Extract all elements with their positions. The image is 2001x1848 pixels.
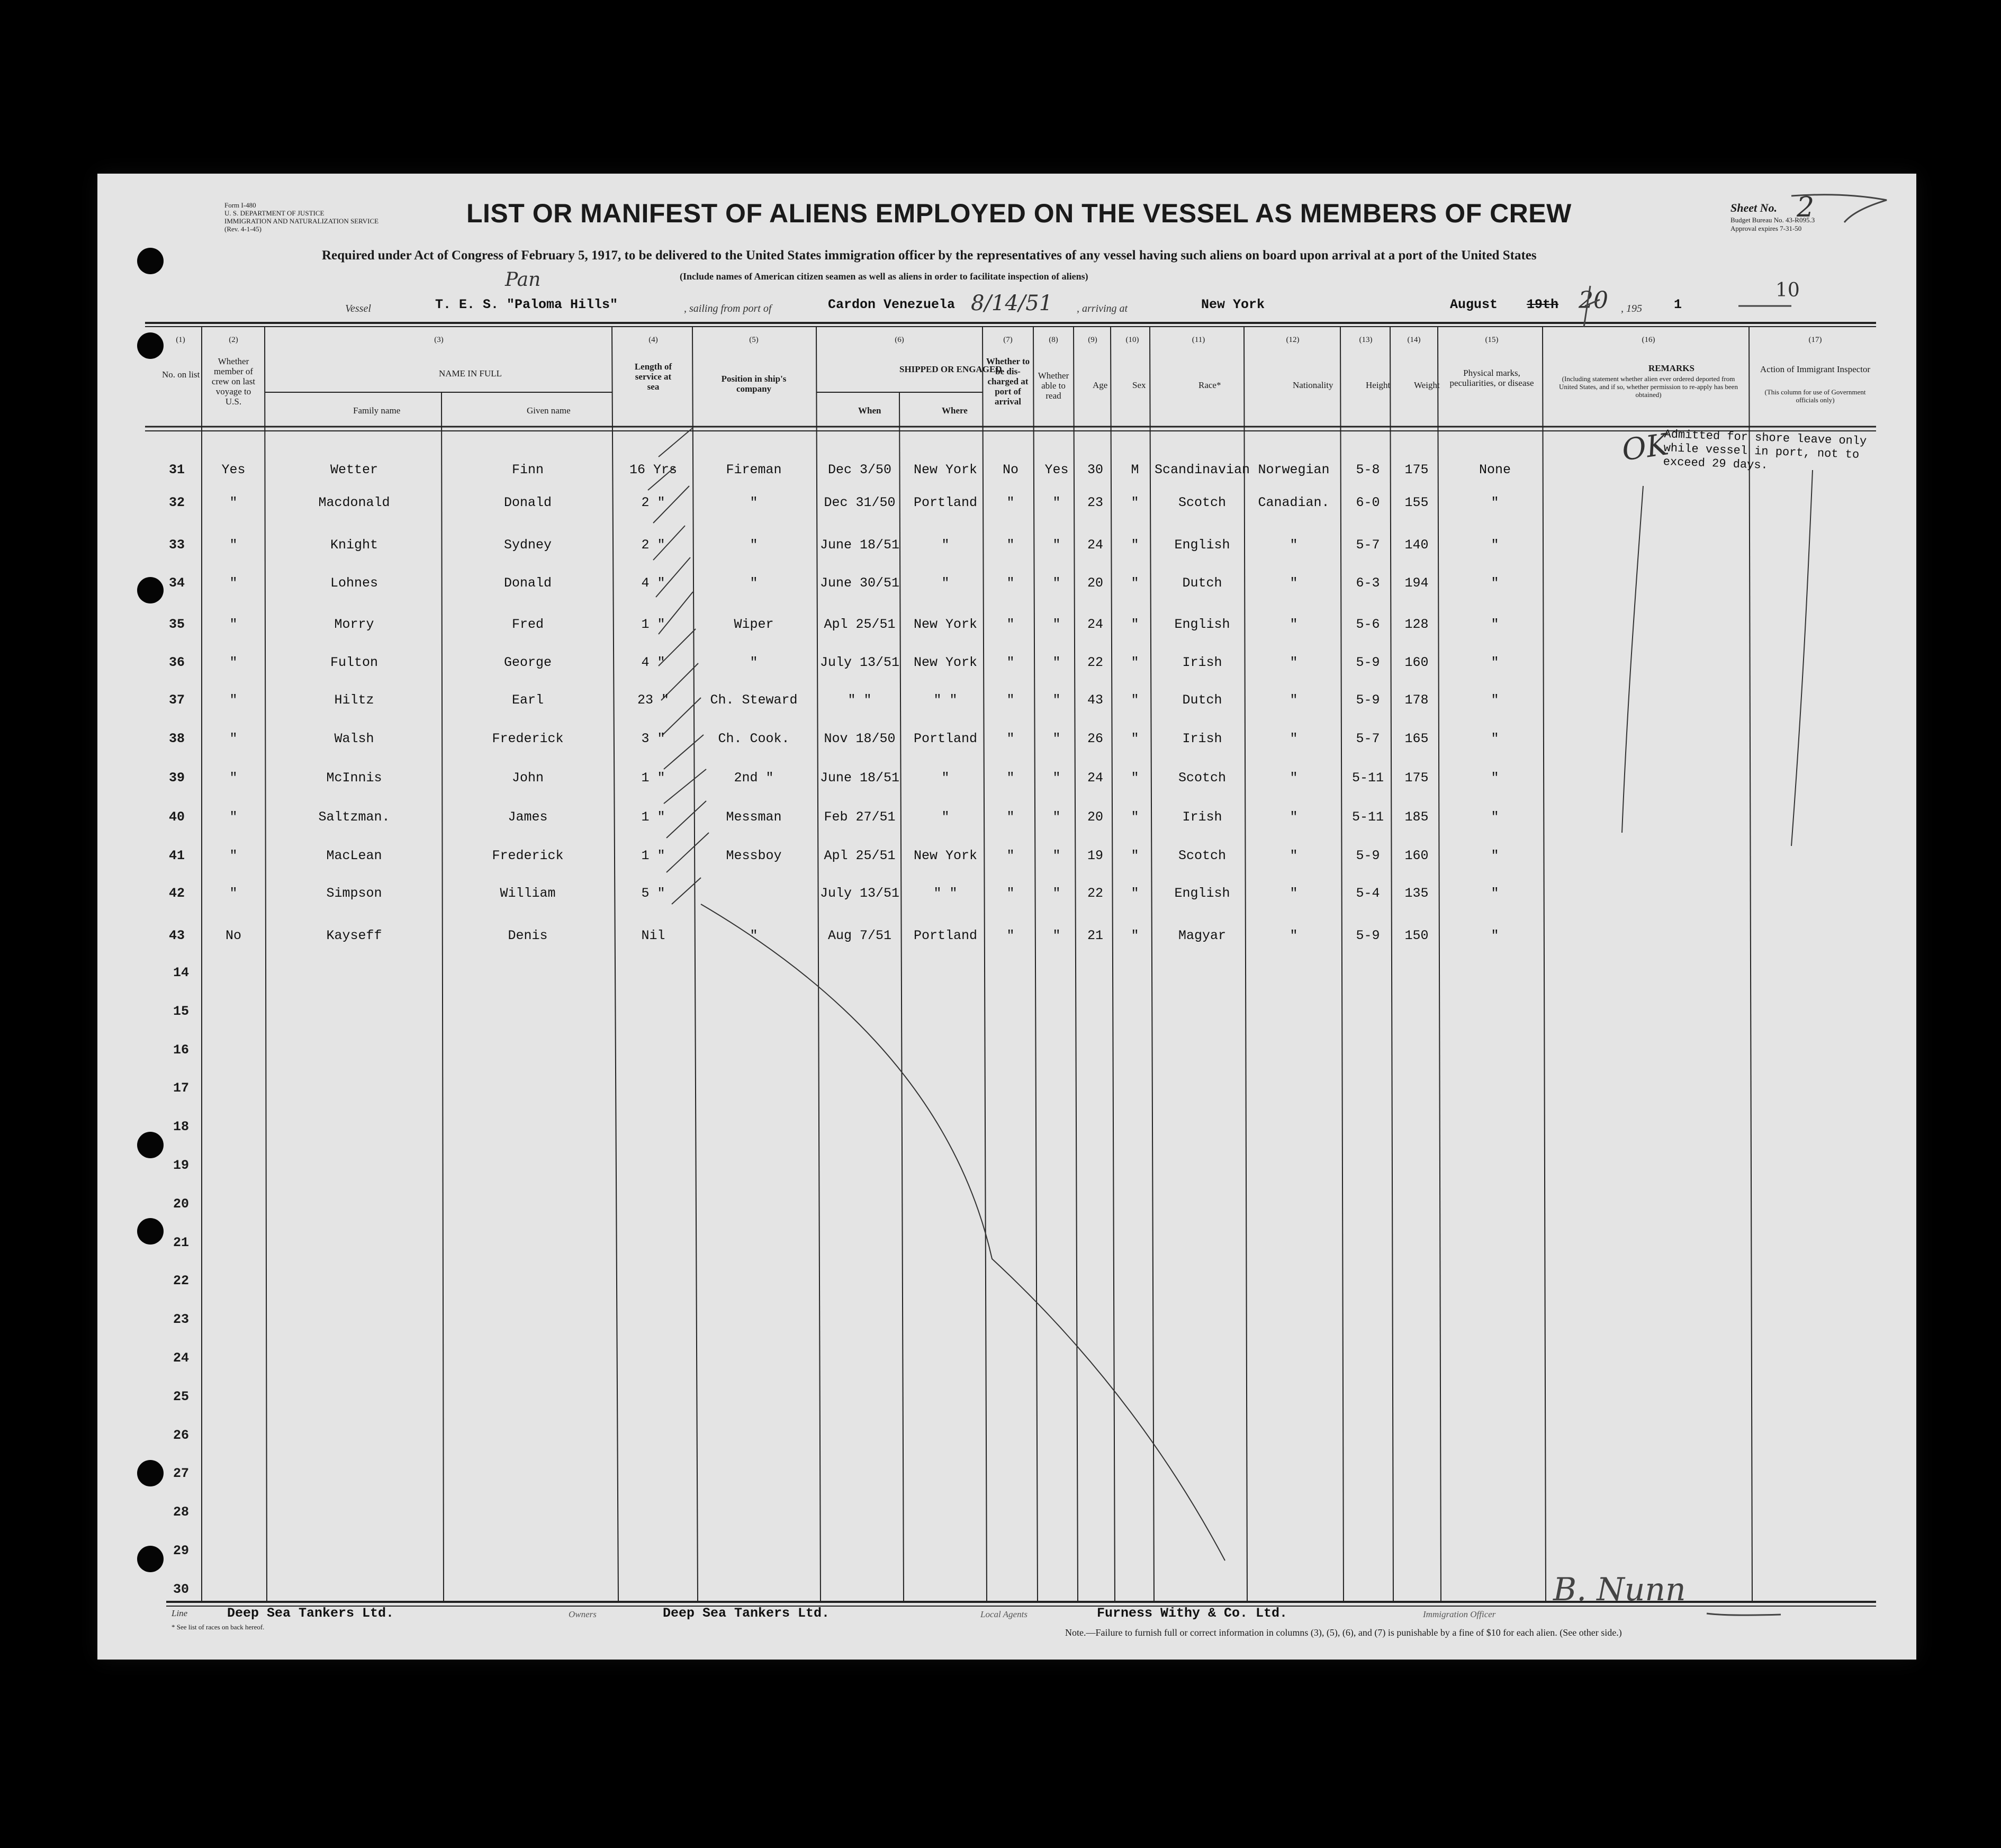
given-name-cell: George: [503, 655, 552, 670]
service-cell: 2 ": [641, 537, 665, 553]
empty-row-number: 24: [173, 1350, 190, 1366]
empty-row-number: 15: [173, 1004, 190, 1019]
able-to-read-cell: ": [1052, 575, 1061, 591]
row-number-cell: 41: [169, 848, 185, 863]
discharged-cell: ": [1006, 886, 1015, 901]
sex-cell: ": [1131, 495, 1139, 510]
weight-cell: 155: [1404, 495, 1429, 510]
empty-row-number: 28: [173, 1504, 190, 1520]
given-name-cell: Fred: [511, 617, 544, 632]
race-cell: Irish: [1182, 655, 1222, 670]
shipped-where-cell: Portland: [913, 928, 978, 943]
column-number: (3): [434, 336, 444, 344]
position-cell: ": [750, 655, 758, 670]
page-title: LIST OR MANIFEST OF ALIENS EMPLOYED ON THE VESSEL AS MEMBERS OF CREW: [466, 199, 1572, 228]
position-cell: Ch. Cook.: [718, 731, 790, 746]
height-cell: 5-7: [1356, 537, 1380, 553]
height-cell: 5-11: [1351, 770, 1384, 786]
footer-owners-value: Deep Sea Tankers Ltd.: [663, 1606, 830, 1621]
row-number-cell: 31: [169, 462, 185, 477]
discharged-cell: ": [1006, 617, 1015, 632]
col-header-marks-text: Physical marks, peculiarities, or disease: [1449, 368, 1534, 388]
nationality-cell: ": [1290, 809, 1298, 825]
shipped-where-cell: New York: [913, 848, 978, 863]
given-name-cell: Denis: [508, 928, 548, 943]
empty-row-number: 16: [173, 1042, 190, 1058]
given-name-cell: Frederick: [492, 731, 564, 746]
position-cell: Fireman: [726, 462, 782, 477]
discharged-cell: ": [1006, 537, 1015, 553]
discharged-cell: ": [1006, 928, 1015, 943]
row-number-cell: 36: [169, 655, 185, 670]
arrival-port: New York: [1201, 297, 1265, 312]
sex-cell: ": [1131, 655, 1139, 670]
column-number: (1): [176, 336, 185, 344]
age-cell: 20: [1087, 575, 1104, 591]
empty-row-number: 29: [173, 1543, 190, 1558]
age-cell: 21: [1087, 928, 1104, 943]
shipped-where-cell: " ": [933, 886, 958, 901]
position-cell: 2nd ": [734, 770, 774, 786]
height-cell: 5-9: [1356, 928, 1380, 943]
empty-row-number: 25: [173, 1389, 190, 1404]
officer-signature: B. Nunn: [1553, 1571, 1686, 1608]
empty-row-number: 17: [173, 1080, 190, 1096]
height-cell: 5-11: [1351, 809, 1384, 825]
budget-bureau: Budget Bureau No. 43-R095.3: [1730, 216, 1815, 224]
physical-marks-cell: ": [1491, 575, 1499, 591]
race-cell: Dutch: [1182, 575, 1222, 591]
physical-marks-cell: ": [1491, 655, 1499, 670]
column-number: (16): [1642, 336, 1655, 344]
nationality-cell: ": [1290, 928, 1298, 943]
age-cell: 19: [1087, 848, 1104, 863]
shipped-where-cell: ": [941, 537, 950, 553]
empty-row-number: 20: [173, 1196, 190, 1212]
col-header-read-text: Whether able to read: [1038, 371, 1069, 401]
service-cell: 1 ": [641, 809, 665, 825]
weight-cell: 175: [1404, 462, 1429, 477]
height-cell: 5-7: [1356, 731, 1380, 746]
age-cell: 23: [1087, 495, 1104, 510]
service-cell: 1 ": [641, 770, 665, 786]
row-number-cell: 35: [169, 617, 185, 632]
shipped-where-cell: " ": [933, 692, 958, 708]
physical-marks-cell: ": [1491, 731, 1499, 746]
shipped-when-cell: Nov 18/50: [824, 731, 896, 746]
service-cell: 4 ": [641, 655, 665, 670]
given-name-cell: Sydney: [503, 537, 552, 553]
physical-marks-cell: ": [1491, 537, 1499, 553]
discharged-cell: ": [1006, 731, 1015, 746]
shipped-where-cell: ": [941, 575, 950, 591]
footer-owners-label: Owners: [569, 1609, 597, 1619]
last-voyage-cell: ": [229, 770, 238, 786]
age-cell: 22: [1087, 886, 1104, 901]
vessel-label: Vessel: [345, 303, 371, 314]
shipped-when-cell: Feb 27/51: [824, 809, 896, 825]
row-number-cell: 40: [169, 809, 185, 825]
form-subtitle: Required under Act of Congress of February 5, 1917, to be delivered to the United States immigration officer by the representatives of any vessel having such aliens on board upon arrival at a port of the United States: [322, 248, 1537, 263]
sex-cell: ": [1131, 770, 1139, 786]
position-cell: Messman: [726, 809, 782, 825]
height-cell: 6-0: [1356, 495, 1380, 510]
row-number-cell: 32: [169, 495, 185, 510]
sailing-label: , sailing from port of: [684, 303, 772, 314]
position-cell: Messboy: [726, 848, 782, 863]
empty-row-number: 18: [173, 1119, 190, 1134]
shipped-when-cell: " ": [848, 692, 872, 708]
nationality-cell: Norwegian: [1258, 462, 1330, 477]
nationality-cell: ": [1290, 575, 1298, 591]
sex-cell: ": [1131, 809, 1139, 825]
height-cell: 5-9: [1356, 692, 1380, 708]
race-cell: Irish: [1182, 809, 1222, 825]
column-number: (11): [1192, 336, 1205, 344]
physical-marks-cell: ": [1491, 809, 1499, 825]
service-cell: 1 ": [641, 848, 665, 863]
able-to-read-cell: ": [1052, 495, 1061, 510]
sex-cell: ": [1131, 848, 1139, 863]
race-cell: Scotch: [1178, 770, 1227, 786]
family-name-cell: Macdonald: [318, 495, 390, 510]
discharged-cell: ": [1006, 770, 1015, 786]
weight-cell: 160: [1404, 655, 1429, 670]
nationality-cell: ": [1290, 731, 1298, 746]
arrival-day-struck: 19th: [1527, 297, 1559, 312]
last-voyage-cell: ": [229, 575, 238, 591]
shipped-when-cell: June 18/51: [819, 537, 900, 553]
service-cell: 3 ": [641, 731, 665, 746]
shipped-where-cell: Portland: [913, 495, 978, 510]
able-to-read-cell: ": [1052, 692, 1061, 708]
sex-cell: ": [1131, 575, 1139, 591]
race-cell: English: [1174, 617, 1230, 632]
year-prefix: , 195: [1621, 303, 1642, 314]
column-number: (4): [648, 336, 658, 344]
column-number: (8): [1049, 336, 1058, 344]
empty-row-number: 23: [173, 1312, 190, 1327]
row-number-cell: 33: [169, 537, 185, 553]
empty-row-number: 22: [173, 1273, 190, 1288]
family-name-cell: MacLean: [326, 848, 382, 863]
race-cell: Scotch: [1178, 495, 1227, 510]
shipped-where-cell: New York: [913, 655, 978, 670]
vessel-name: T. E. S. "Paloma Hills": [435, 297, 618, 312]
col-header-no-text: No. on list: [162, 369, 200, 380]
sex-cell: ": [1131, 692, 1139, 708]
able-to-read-cell: Yes: [1044, 462, 1069, 477]
race-cell: Scandinavian: [1154, 462, 1250, 477]
age-cell: 20: [1087, 809, 1104, 825]
discharged-cell: No: [1002, 462, 1019, 477]
family-name-cell: Fulton: [330, 655, 378, 670]
empty-row-number: 27: [173, 1466, 190, 1481]
weight-cell: 194: [1404, 575, 1429, 591]
empty-row-number: 14: [173, 965, 190, 980]
weight-cell: 150: [1404, 928, 1429, 943]
last-voyage-cell: ": [229, 886, 238, 901]
shipped-when-cell: Aug 7/51: [827, 928, 892, 943]
height-cell: 5-9: [1356, 848, 1380, 863]
nationality-cell: ": [1290, 770, 1298, 786]
age-cell: 24: [1087, 617, 1104, 632]
physical-marks-cell: ": [1491, 692, 1499, 708]
row-number-cell: 37: [169, 692, 185, 708]
height-cell: 5-9: [1356, 655, 1380, 670]
shipped-when-cell: July 13/51: [819, 655, 900, 670]
column-number: (6): [895, 336, 904, 344]
age-cell: 26: [1087, 731, 1104, 746]
discharged-cell: ": [1006, 848, 1015, 863]
age-cell: 24: [1087, 537, 1104, 553]
given-name-cell: William: [500, 886, 556, 901]
position-cell: ": [750, 495, 758, 510]
remarks-handwritten-mark: OK: [1619, 427, 1671, 468]
column-number: (12): [1286, 336, 1300, 344]
row-number-cell: 34: [169, 575, 185, 591]
page-number: 10: [1775, 280, 1800, 301]
position-cell: ": [750, 575, 758, 591]
position-cell: Ch. Steward: [710, 692, 798, 708]
able-to-read-cell: ": [1052, 848, 1061, 863]
row-number-cell: 39: [169, 770, 185, 786]
family-name-cell: Wetter: [330, 462, 378, 477]
shipped-where-cell: New York: [913, 617, 978, 632]
row-number-cell: 43: [169, 928, 185, 943]
empty-row-number: 26: [173, 1428, 190, 1443]
column-number: (5): [749, 336, 759, 344]
able-to-read-cell: ": [1052, 655, 1061, 670]
footer-agents-value: Furness Withy & Co. Ltd.: [1097, 1606, 1288, 1621]
footer-line-value: Deep Sea Tankers Ltd.: [227, 1606, 394, 1621]
able-to-read-cell: ": [1052, 731, 1061, 746]
race-cell: English: [1174, 537, 1230, 553]
height-cell: 6-3: [1356, 575, 1380, 591]
physical-marks-cell: ": [1491, 928, 1499, 943]
service-cell: 1 ": [641, 617, 665, 632]
physical-marks-cell: ": [1491, 886, 1499, 901]
service-cell: 2 ": [641, 495, 665, 510]
sex-cell: ": [1131, 886, 1139, 901]
col-header-action-text: Action of Immigrant Inspector: [1760, 364, 1871, 374]
sheet-number: 2: [1797, 192, 1815, 223]
able-to-read-cell: ": [1052, 537, 1061, 553]
nationality-cell: ": [1290, 537, 1298, 553]
discharged-cell: ": [1006, 809, 1015, 825]
family-name-cell: Knight: [330, 537, 378, 553]
able-to-read-cell: ": [1052, 617, 1061, 632]
column-number: (14): [1407, 336, 1421, 344]
col-header-discharged-text: Whether to be dis-charged at port of arrival: [986, 356, 1030, 407]
physical-marks-cell: ": [1491, 770, 1499, 786]
weight-cell: 165: [1404, 731, 1429, 746]
race-cell: Scotch: [1178, 848, 1227, 863]
given-name-cell: Donald: [503, 495, 552, 510]
service-cell: 5 ": [641, 886, 665, 901]
position-cell: ": [750, 537, 758, 553]
discharged-cell: ": [1006, 495, 1015, 510]
form-subtitle-note: (Include names of American citizen seamen as well as aliens in order to facilitate inspection of aliens): [680, 271, 1088, 282]
race-cell: Magyar: [1178, 928, 1227, 943]
shipped-when-cell: Dec 31/50: [824, 495, 896, 510]
shipped-where-cell: ": [941, 770, 950, 786]
age-cell: 43: [1087, 692, 1104, 708]
weight-cell: 175: [1404, 770, 1429, 786]
sailing-date-handwritten: 8/14/51: [971, 291, 1053, 315]
nationality-cell: ": [1290, 655, 1298, 670]
last-voyage-cell: ": [229, 655, 238, 670]
column-number: (15): [1485, 336, 1499, 344]
manifest-sheet: Form I-480 U. S. DEPARTMENT OF JUSTICE IMMIGRATION AND NATURALIZATION SERVICE (Rev. 4-1-45) LIST OR MANIFEST OF ALIENS EMPLOYED ON THE VESSEL AS MEMBERS OF CREW Required under Act of Congress of February 5, 1917, to be delivered to the United States immigration officer by the representatives of any vessel having such aliens on board upon arrival at a port of the United States (Include names of American citizen seamen as well as aliens in order to facilitate inspection of aliens) Sheet No. 2 Budget Bureau No. 43-R095.3 Approval expires 7-31-50 10 Vessel T. E. S. "Paloma Hills" Pan , sailing from port of Cardon Venezuela 8/14/51 , arriving at New York August 19th 20 , 195 1 (1) (2) (3) (4) (5) (6) (7) (8) (9) (10) (11) (12) (13) (14) (15) (16) (17) No. on list Whether member of crew on last voyage to U.S. NAME IN FULL Family name Given name Length of service at sea Position in ship's company SHIPPED OR ENGAGED When Where Whether to be dis-charged at port of arrival Whether able to read Age Sex Race* Nationality Height Weight Physical marks, peculiarities, or disease REMARKS (Including statement whether alien ever ordered deported from United States, and if so, whether permission to re-apply has been obtained) Action of Immigrant Inspector (This column for use of Government officials only) Admitted for shore leave only while vessel in port, not to exceed 29 days. OK 31 Yes Wetter Finn 16 Yrs Fireman Dec 3/50 New York No Yes 30 M Scandinavian Norwegian 5-8 175 None 32 " Macdonald Donald 2 " " Dec 31/50 Portland " " 23 " Scotch Canadian. 6-0 155 " 33 " Knight Sydney 2 " " June 18/51 " " " 24 " English " 5-7 140 " 34 " Lohnes Donald 4 " " June 30/51 " " " 20 " Dutch " 6-3 194 " 35 " Morry Fred 1 " Wiper Apl 25/51 New York " " 24 " English " 5-6 128 " 36 " Fulton George 4 " " July 13/51 New York " " 22 " Irish " 5-9 160 " 37 " Hiltz Earl 23 " Ch. Steward " " " " " " 43 " Dutch " 5-9 178 " 38 " Walsh Frederick 3 " Ch. Cook. Nov 18/50 Portland " " 26 " Irish " 5-7 165 " 39 " McInnis John 1 " 2nd " June 18/51 " " " 24 " Scotch " 5-11 175 " 40 " Saltzman. James 1 " Messman Feb 27/51 " " " 20 " Irish " 5-11 185 " 41 " MacLean Frederick 1 " Messboy Apl 25/51 New York " " 19 " Scotch " 5-9 160 " 42 " Simpson William 5 " July 13/51 " " " " 22 " English " 5-4 135 " 43 No Kayseff Denis Nil " Aug 7/51 Portland " " 21 " Magyar " 5-9 150 " 14 15 16 17 18 19 20 21 22 23 24 25 26 27 28 29 30 Line Deep Sea Tankers Ltd. * See list of races on back hereof. Owners Deep Sea Tankers Ltd. Local Agents Furness Withy & Co. Ltd. Immigration Officer B. Nunn Note.—Failure to furnish full or correct information in columns (3), (5), (6), and (7) is punishable by a fine of $10 for each alien. (See other side.): [97, 174, 1916, 1660]
able-to-read-cell: ": [1052, 928, 1061, 943]
discharged-cell: ": [1006, 575, 1015, 591]
nationality-cell: ": [1290, 848, 1298, 863]
weight-cell: 128: [1404, 617, 1429, 632]
arrival-month: August: [1450, 297, 1498, 312]
sheet-label: Sheet No.: [1730, 201, 1777, 214]
nationality-cell: ": [1290, 692, 1298, 708]
column-number: (9): [1088, 336, 1097, 344]
last-voyage-cell: ": [229, 848, 238, 863]
shipped-when-cell: Apl 25/51: [824, 617, 896, 632]
given-name-cell: John: [511, 770, 544, 786]
given-name-cell: Donald: [503, 575, 552, 591]
shipped-when-cell: Apl 25/51: [824, 848, 896, 863]
footer-races-note: * See list of races on back hereof.: [172, 1623, 265, 1631]
shipped-where-cell: Portland: [913, 731, 978, 746]
weight-cell: 185: [1404, 809, 1429, 825]
remarks-text: Admitted for shore leave only while vessel in port, not to exceed 29 days.: [1663, 428, 1867, 472]
position-cell: Wiper: [734, 617, 774, 632]
position-cell: ": [750, 928, 758, 943]
weight-cell: 178: [1404, 692, 1429, 708]
given-name-cell: Frederick: [492, 848, 564, 863]
column-number: (13): [1359, 336, 1373, 344]
last-voyage-cell: ": [229, 692, 238, 708]
last-voyage-cell: ": [229, 495, 238, 510]
last-voyage-cell: ": [229, 809, 238, 825]
weight-cell: 160: [1404, 848, 1429, 863]
physical-marks-cell: ": [1491, 848, 1499, 863]
sex-cell: ": [1131, 731, 1139, 746]
able-to-read-cell: ": [1052, 770, 1061, 786]
last-voyage-cell: ": [229, 731, 238, 746]
approval-expiry: Approval expires 7-31-50: [1730, 224, 1802, 232]
height-cell: 5-8: [1356, 462, 1380, 477]
race-cell: Dutch: [1182, 692, 1222, 708]
family-name-cell: Hiltz: [334, 692, 374, 708]
weight-cell: 135: [1404, 886, 1429, 901]
race-cell: English: [1174, 886, 1230, 901]
race-cell: Irish: [1182, 731, 1222, 746]
family-name-cell: Morry: [334, 617, 374, 632]
arrival-day-handwritten: 20: [1579, 287, 1608, 314]
shipped-when-cell: July 13/51: [819, 886, 900, 901]
column-number: (2): [229, 336, 238, 344]
column-number: (10): [1125, 336, 1139, 344]
nationality-cell: ": [1290, 886, 1298, 901]
family-name-cell: Simpson: [326, 886, 382, 901]
sex-cell: ": [1131, 928, 1139, 943]
empty-row-number: 30: [173, 1582, 190, 1597]
weight-cell: 140: [1404, 537, 1429, 553]
family-name-cell: Kayseff: [326, 928, 382, 943]
sex-cell: M: [1131, 462, 1139, 477]
service-cell: 4 ": [641, 575, 665, 591]
shipped-where-cell: New York: [913, 462, 978, 477]
service-cell: 23 ": [637, 692, 670, 708]
able-to-read-cell: ": [1052, 809, 1061, 825]
footer-officer-label: Immigration Officer: [1423, 1609, 1496, 1619]
physical-marks-cell: ": [1491, 617, 1499, 632]
column-number: (7): [1003, 336, 1013, 344]
discharged-cell: ": [1006, 655, 1015, 670]
last-voyage-cell: No: [225, 928, 242, 943]
col-header-service-text: Length of service at sea: [634, 362, 672, 392]
last-voyage-cell: Yes: [221, 462, 246, 477]
age-cell: 24: [1087, 770, 1104, 786]
arriving-label: , arriving at: [1077, 303, 1128, 314]
col-header-remarks-note-text: (Including statement whether alien ever ordered deported from United States, and if so, whether permission to re-apply has been obtained): [1559, 375, 1738, 399]
service-cell: Nil: [641, 928, 665, 943]
given-name-cell: Finn: [511, 462, 544, 477]
able-to-read-cell: ": [1052, 886, 1061, 901]
vessel-handwritten-note: Pan: [505, 269, 541, 291]
physical-marks-cell: None: [1479, 462, 1511, 477]
row-number-cell: 38: [169, 731, 185, 746]
family-name-cell: Saltzman.: [318, 809, 390, 825]
column-number: (17): [1808, 336, 1822, 344]
nationality-cell: ": [1290, 617, 1298, 632]
year-suffix: 1: [1674, 297, 1682, 312]
service-cell: 16 Yrs: [629, 462, 678, 477]
nationality-cell: Canadian.: [1258, 495, 1330, 510]
col-header-action-note-text: (This column for use of Government officials only): [1764, 388, 1866, 404]
given-name-cell: James: [508, 809, 548, 825]
footer-agents-label: Local Agents: [980, 1609, 1027, 1619]
height-cell: 5-6: [1356, 617, 1380, 632]
shipped-when-cell: June 18/51: [819, 770, 900, 786]
empty-row-number: 21: [173, 1235, 190, 1250]
family-name-cell: Lohnes: [330, 575, 378, 591]
age-cell: 22: [1087, 655, 1104, 670]
discharged-cell: ": [1006, 692, 1015, 708]
shipped-when-cell: June 30/51: [819, 575, 900, 591]
family-name-cell: McInnis: [326, 770, 382, 786]
last-voyage-cell: ": [229, 617, 238, 632]
shipped-when-cell: Dec 3/50: [827, 462, 892, 477]
age-cell: 30: [1087, 462, 1104, 477]
footer-line-label: Line: [172, 1608, 188, 1618]
height-cell: 5-4: [1356, 886, 1380, 901]
col-header-last-voyage-text: Whether member of crew on last voyage to U.S.: [211, 356, 256, 407]
row-number-cell: 42: [169, 886, 185, 901]
sex-cell: ": [1131, 537, 1139, 553]
footer-note: Note.—Failure to furnish full or correct information in columns (3), (5), (6), and (7) is punishable by a fine of $10 for each alien. (See other side.): [1065, 1627, 1622, 1638]
empty-row-number: 19: [173, 1158, 190, 1173]
family-name-cell: Walsh: [334, 731, 374, 746]
given-name-cell: Earl: [511, 692, 544, 708]
col-header-position-text: Position in ship's company: [721, 374, 787, 394]
last-voyage-cell: ": [229, 537, 238, 553]
sex-cell: ": [1131, 617, 1139, 632]
sailing-port: Cardon Venezuela: [828, 297, 956, 312]
shipped-where-cell: ": [941, 809, 950, 825]
physical-marks-cell: ": [1491, 495, 1499, 510]
